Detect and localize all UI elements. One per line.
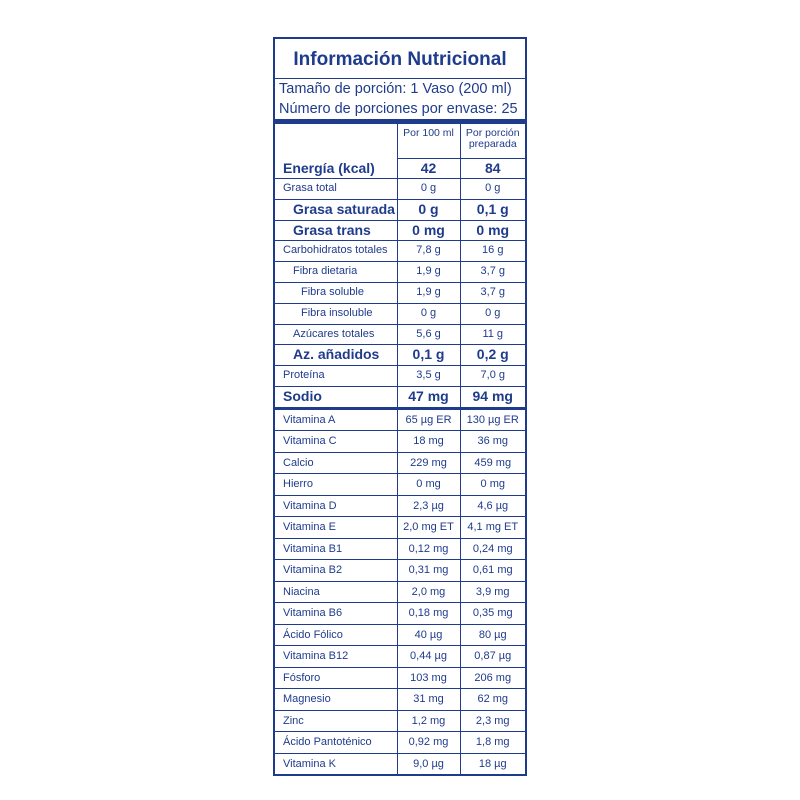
nutrient-name: Carbohidratos totales — [275, 241, 397, 262]
nutrient-name: Azúcares totales — [275, 324, 397, 345]
nutrient-name: Vitamina E — [275, 517, 397, 539]
energy-label: Energía (kcal) — [275, 159, 397, 179]
nutrient-name: Vitamina A — [275, 408, 397, 431]
value-per100: 0,92 mg — [397, 732, 460, 754]
value-per-serving: 36 mg — [460, 431, 525, 453]
label-title: Información Nutricional — [293, 49, 507, 70]
value-per100: 0 g — [397, 303, 460, 324]
value-per100: 0,12 mg — [397, 538, 460, 560]
nutrient-row — [275, 366, 525, 387]
value-per100: 5,6 g — [397, 324, 460, 345]
serving-size: Tamaño de porción: 1 Vaso (200 ml) — [275, 78, 525, 99]
vitamin-row — [275, 408, 525, 431]
column-header-row — [275, 124, 525, 159]
value-per100: 2,3 µg — [397, 495, 460, 517]
nutrient-name: Vitamina B12 — [275, 646, 397, 668]
vitamin-row — [275, 624, 525, 646]
nutrient-name: Magnesio — [275, 689, 397, 711]
vitamin-row — [275, 474, 525, 496]
vitamin-row — [275, 581, 525, 603]
value-per100: 103 mg — [397, 667, 460, 689]
nutrient-name: Calcio — [275, 452, 397, 474]
nutrient-name: Grasa total — [275, 179, 397, 200]
nutrient-name: Zinc — [275, 710, 397, 732]
value-per100: 2,0 mg — [397, 581, 460, 603]
header-per100: Por 100 ml — [397, 124, 460, 159]
value-per100: 0 mg — [397, 474, 460, 496]
energy-row — [275, 159, 525, 179]
value-per-serving: 459 mg — [460, 452, 525, 474]
value-per100: 18 mg — [397, 431, 460, 453]
value-per100: 2,0 mg ET — [397, 517, 460, 539]
value-per-serving: 0 mg — [460, 220, 525, 241]
nutrient-name: Fibra soluble — [275, 282, 397, 303]
value-per100: 1,9 g — [397, 282, 460, 303]
vitamin-row — [275, 689, 525, 711]
nutrient-name: Sodio — [275, 386, 397, 408]
nutrient-name: Az. añadidos — [275, 345, 397, 366]
nutrient-name: Vitamina D — [275, 495, 397, 517]
value-per100: 0 g — [397, 199, 460, 220]
vitamin-row — [275, 452, 525, 474]
value-per100: 31 mg — [397, 689, 460, 711]
nutrient-row — [275, 386, 525, 408]
nutrient-name: Hierro — [275, 474, 397, 496]
nutrient-row — [275, 303, 525, 324]
value-per-serving: 0,1 g — [460, 199, 525, 220]
vitamin-row — [275, 646, 525, 668]
nutrient-name: Vitamina B6 — [275, 603, 397, 625]
value-per100: 0,31 mg — [397, 560, 460, 582]
value-per-serving: 4,6 µg — [460, 495, 525, 517]
value-per100: 1,2 mg — [397, 710, 460, 732]
nutrient-name: Vitamina K — [283, 757, 336, 770]
value-per-serving: 3,7 g — [460, 262, 525, 283]
value-per-serving: 0,35 mg — [460, 603, 525, 625]
value-per-serving: 0,2 g — [460, 345, 525, 366]
vitamin-row — [275, 560, 525, 582]
value-per100: 0,44 µg — [397, 646, 460, 668]
value-per-serving: 18 µg — [460, 753, 525, 774]
value-per-serving: 4,1 mg ET — [460, 517, 525, 539]
nutrient-name: Fibra dietaria — [275, 262, 397, 283]
value-per-serving: 62 mg — [460, 689, 525, 711]
nutrition-facts-label — [273, 37, 527, 776]
value-per100: 7,8 g — [397, 241, 460, 262]
value-per100: 47 mg — [397, 386, 460, 408]
vitamin-row — [275, 603, 525, 625]
value-per-serving: 0 mg — [460, 474, 525, 496]
vitamin-row — [275, 517, 525, 539]
vitamin-row — [275, 495, 525, 517]
value-per-serving: 7,0 g — [460, 366, 525, 387]
nutrient-row — [275, 345, 525, 366]
nutrient-name: Ácido Pantoténico — [275, 732, 397, 754]
value-per100: 229 mg — [397, 452, 460, 474]
value-per-serving: 80 µg — [460, 624, 525, 646]
value-per-serving: 0,61 mg — [460, 560, 525, 582]
value-per-serving: 94 mg — [460, 386, 525, 408]
value-per100: 9,0 µg — [397, 753, 460, 774]
vitamin-row — [275, 732, 525, 754]
nutrient-row — [275, 199, 525, 220]
value-per100: 0,18 mg — [397, 603, 460, 625]
nutrient-row — [275, 282, 525, 303]
nutrient-name: Proteína — [275, 366, 397, 387]
value-per-serving: 3,9 mg — [460, 581, 525, 603]
nutrient-name: Vitamina B2 — [275, 560, 397, 582]
value-per100: 0 mg — [397, 220, 460, 241]
vitamin-row — [275, 710, 525, 732]
nutrient-name: Ácido Fólico — [275, 624, 397, 646]
value-per-serving: 11 g — [460, 324, 525, 345]
nutrient-name: Fósforo — [275, 667, 397, 689]
nutrient-row — [275, 324, 525, 345]
energy-per-serving: 84 — [460, 159, 525, 179]
nutrient-row — [275, 179, 525, 200]
value-per-serving: 0 g — [460, 179, 525, 200]
header-per-serving: Por porción preparada — [460, 124, 525, 159]
nutrient-name: Vitamina B1 — [275, 538, 397, 560]
value-per100: 1,9 g — [397, 262, 460, 283]
value-per-serving: 2,3 mg — [460, 710, 525, 732]
value-per-serving: 0,24 mg — [460, 538, 525, 560]
nutrient-row — [275, 241, 525, 262]
servings-per-container: Número de porciones por envase: 25 — [279, 101, 518, 117]
nutrient-name: Grasa saturada — [275, 199, 397, 220]
vitamin-row — [275, 431, 525, 453]
value-per100: 0 g — [397, 179, 460, 200]
value-per-serving: 0,87 µg — [460, 646, 525, 668]
value-per-serving: 1,8 mg — [460, 732, 525, 754]
value-per100: 3,5 g — [397, 366, 460, 387]
nutrient-name: Grasa trans — [275, 220, 397, 241]
vitamin-row — [275, 753, 525, 774]
nutrient-name: Vitamina C — [275, 431, 397, 453]
nutrient-row — [275, 220, 525, 241]
value-per100: 65 µg ER — [397, 408, 460, 431]
vitamin-row — [275, 538, 525, 560]
value-per-serving: 130 µg ER — [460, 408, 525, 431]
vitamin-row — [275, 667, 525, 689]
nutrient-name: Niacina — [275, 581, 397, 603]
value-per-serving: 3,7 g — [460, 282, 525, 303]
nutrient-name: Fibra insoluble — [275, 303, 397, 324]
value-per-serving: 0 g — [460, 303, 525, 324]
nutrient-table — [275, 124, 525, 774]
value-per100: 40 µg — [397, 624, 460, 646]
value-per-serving: 16 g — [460, 241, 525, 262]
value-per100: 0,1 g — [397, 345, 460, 366]
nutrient-row — [275, 262, 525, 283]
energy-per100: 42 — [397, 159, 460, 179]
header-blank — [275, 124, 397, 159]
value-per-serving: 206 mg — [460, 667, 525, 689]
